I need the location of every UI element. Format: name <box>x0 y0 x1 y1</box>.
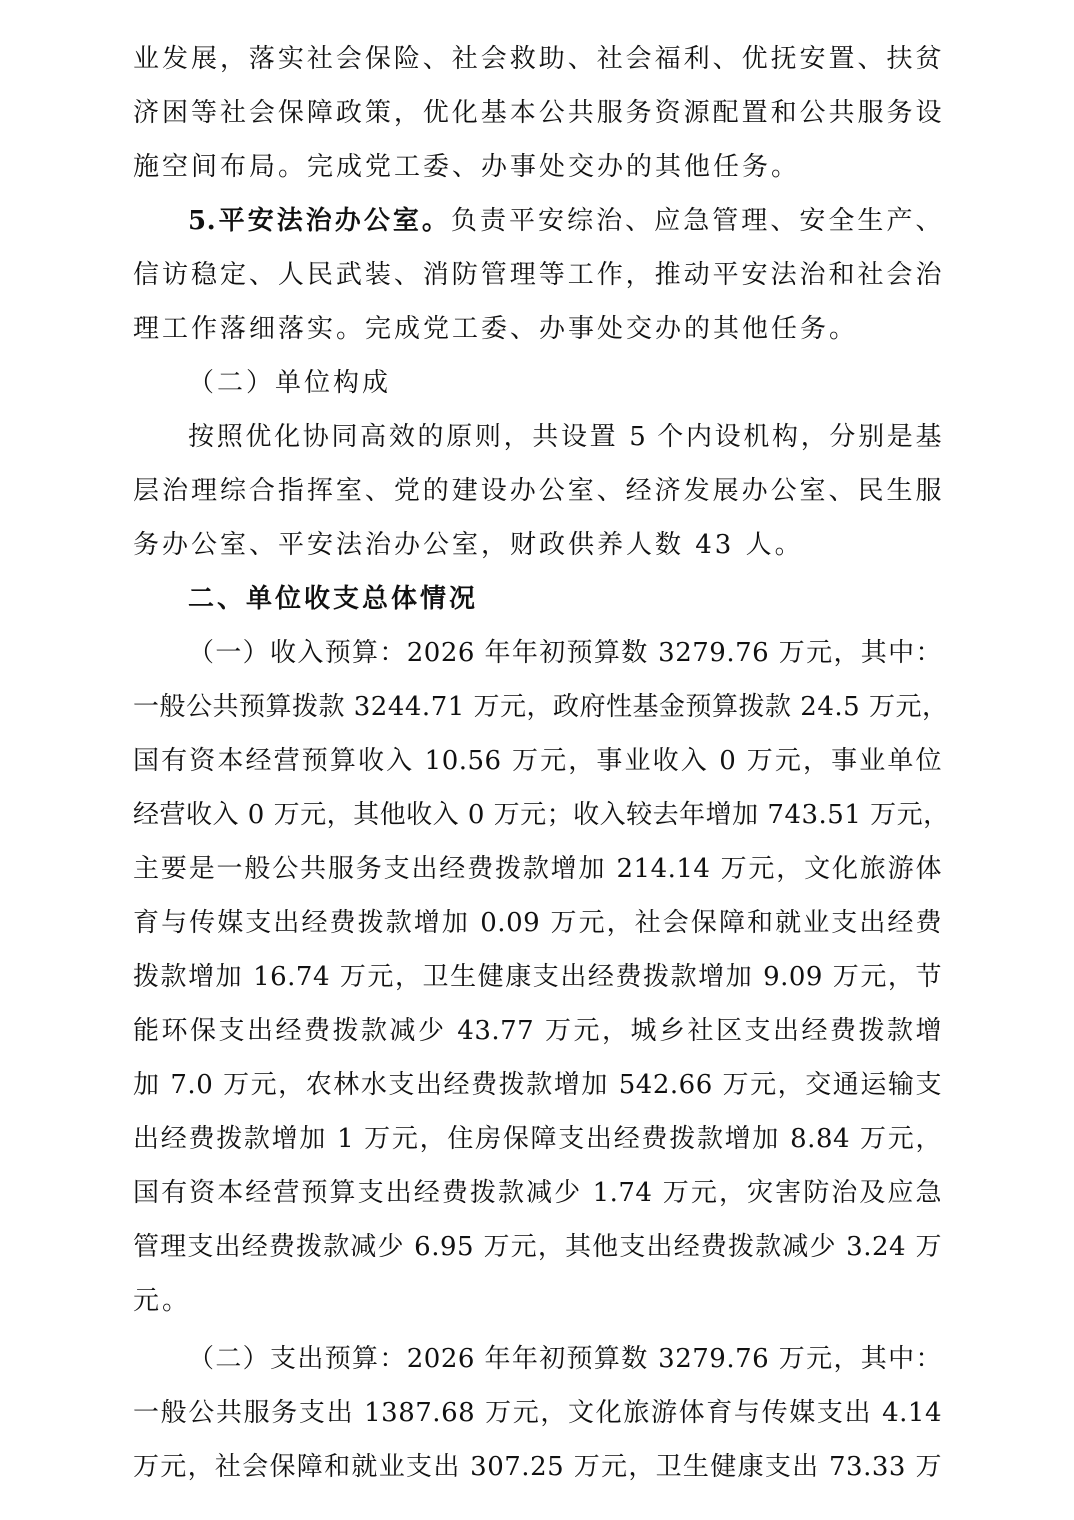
line-text: 加 7.0 万元，农林水支出经费拨款增加 542.66 万元，交通运输支 <box>133 1070 942 1100</box>
line-text: 层治理综合指挥室、党的建设办公室、经济发展办公室、民生服 <box>133 476 942 506</box>
line-text: （二）单位构成 <box>188 368 392 398</box>
text-line <box>133 259 942 291</box>
line-text: （一）收入预算：2026 年年初预算数 3279.76 万元，其中： <box>188 638 942 668</box>
text-line <box>188 1343 942 1375</box>
line-text: 理工作落细落实。完成党工委、办事处交办的其他任务。 <box>133 314 859 344</box>
text-line <box>133 1015 942 1047</box>
line-text: 国有资本经营预算收入 10.56 万元，事业收入 0 万元，事业单位 <box>133 746 942 776</box>
section-heading <box>188 583 942 615</box>
line-text: 万元，社会保障和就业支出 307.25 万元，卫生健康支出 73.33 万 <box>133 1452 942 1482</box>
line-text: （二）支出预算：2026 年年初预算数 3279.76 万元，其中： <box>188 1344 942 1374</box>
text-line <box>133 1285 942 1317</box>
line-text: 按照优化协同高效的原则，共设置 5 个内设机构，分别是基 <box>188 422 942 452</box>
line-text: 主要是一般公共服务支出经费拨款增加 214.14 万元，文化旅游体 <box>133 854 942 884</box>
line-text: 务办公室、平安法治办公室，财政供养人数 43 人。 <box>133 530 804 560</box>
line-text: 施空间布局。完成党工委、办事处交办的其他任务。 <box>133 152 801 182</box>
text-line <box>133 745 942 777</box>
text-line <box>133 1231 942 1263</box>
line-text: 国有资本经营预算支出经费拨款减少 1.74 万元，灾害防治及应急 <box>133 1178 942 1208</box>
text-line <box>133 1177 942 1209</box>
line-text: 一般公共预算拨款 3244.71 万元，政府性基金预算拨款 24.5 万元， <box>133 692 949 722</box>
line-text: 育与传媒支出经费拨款增加 0.09 万元，社会保障和就业支出经费 <box>133 908 942 938</box>
text-line <box>133 1397 942 1429</box>
line-text: 一般公共服务支出 1387.68 万元，文化旅游体育与传媒支出 4.14 <box>133 1398 942 1428</box>
text-line <box>133 475 942 507</box>
line-text: 拨款增加 16.74 万元，卫生健康支出经费拨款增加 9.09 万元，节 <box>133 962 942 992</box>
text-line <box>133 907 942 939</box>
text-line <box>188 367 942 399</box>
bold-lead: 二、单位收支总体情况 <box>188 584 479 614</box>
text-line <box>133 151 942 183</box>
line-text: 管理支出经费拨款减少 6.95 万元，其他支出经费拨款减少 3.24 万 <box>133 1232 942 1262</box>
text-line <box>133 313 942 345</box>
text-line <box>133 97 942 129</box>
text-line <box>133 43 942 75</box>
line-text: 济困等社会保障政策，优化基本公共服务资源配置和公共服务设 <box>133 98 942 128</box>
text-line <box>133 799 950 831</box>
bold-lead: 5.平安法治办公室。 <box>188 206 451 236</box>
text-line <box>133 961 942 993</box>
line-text: 业发展，落实社会保险、社会救助、社会福利、优抚安置、扶贫 <box>133 44 942 74</box>
text-line <box>133 1069 942 1101</box>
line-text: 经营收入 0 万元，其他收入 0 万元；收入较去年增加 743.51 万元， <box>133 800 950 830</box>
text-line <box>188 421 942 453</box>
line-text: 信访稳定、人民武装、消防管理等工作，推动平安法治和社会治 <box>133 260 942 290</box>
line-text: 负责平安综治、应急管理、安全生产、 <box>450 206 942 236</box>
line-text: 元。 <box>133 1286 192 1316</box>
text-line <box>133 853 942 885</box>
text-line <box>188 205 942 237</box>
line-text: 能环保支出经费拨款减少 43.77 万元，城乡社区支出经费拨款增 <box>133 1016 942 1046</box>
text-line <box>133 529 942 561</box>
text-line <box>133 1451 942 1483</box>
text-line <box>188 637 942 669</box>
line-text: 出经费拨款增加 1 万元，住房保障支出经费拨款增加 8.84 万元， <box>133 1124 942 1154</box>
text-line <box>133 691 949 723</box>
text-line <box>133 1123 942 1155</box>
